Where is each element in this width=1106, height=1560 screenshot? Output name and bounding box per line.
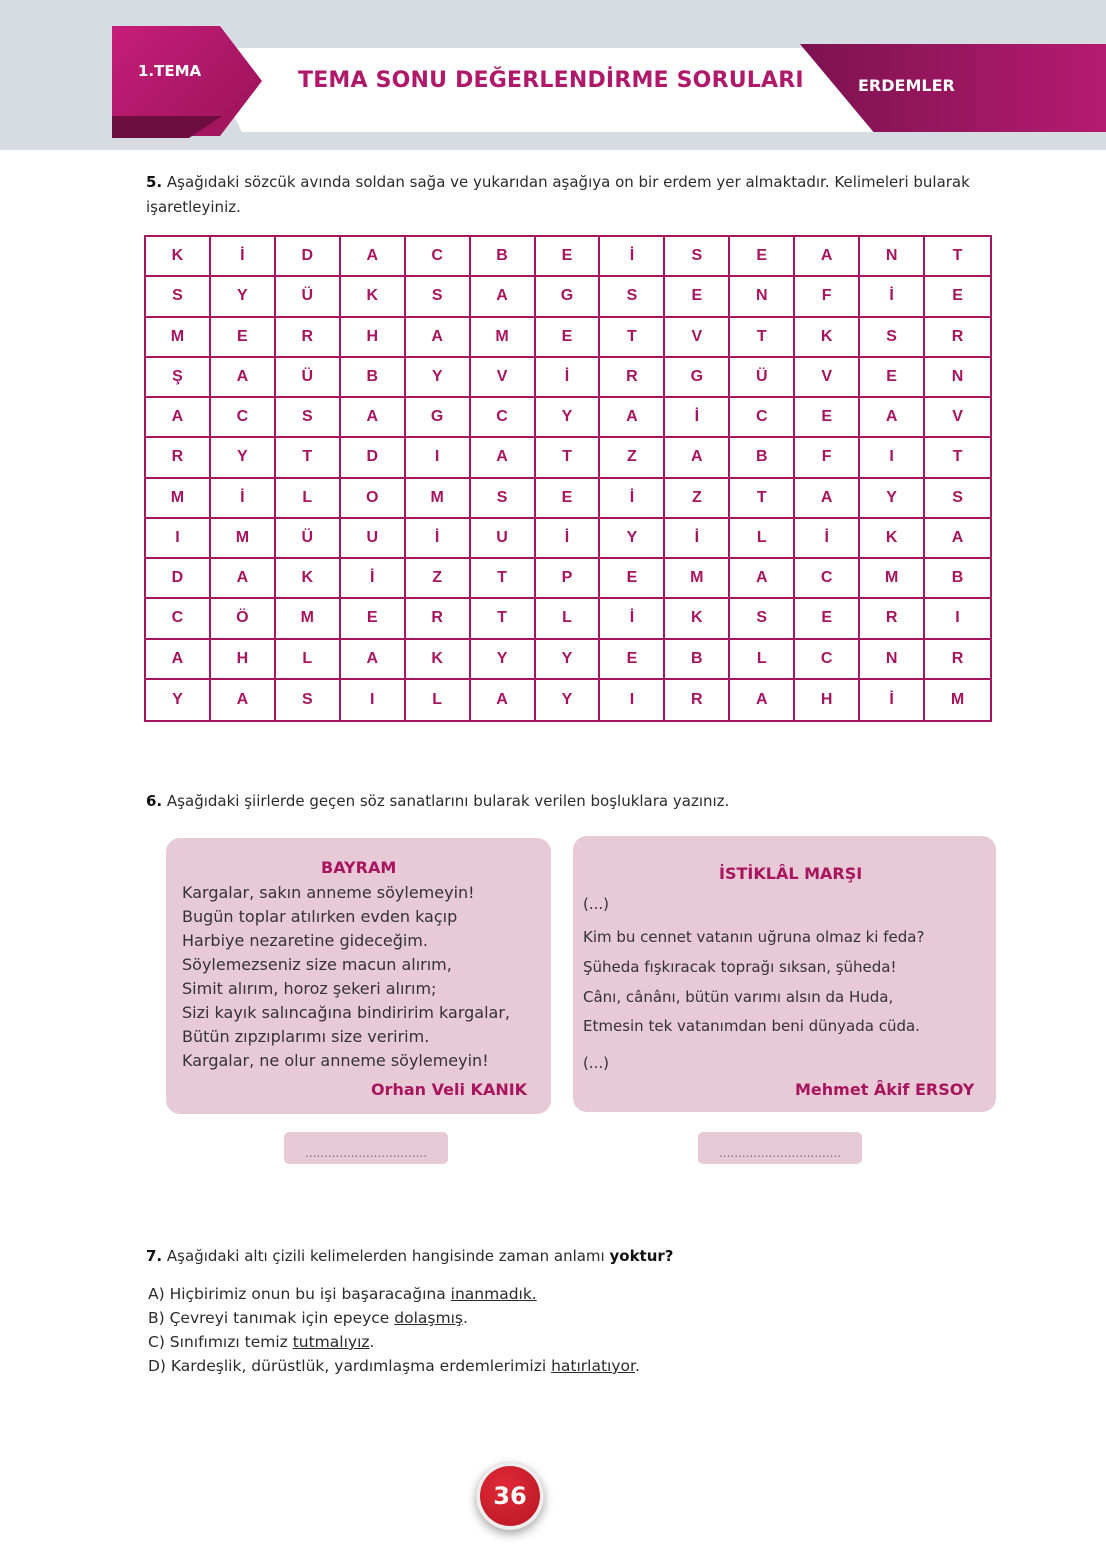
grid-cell[interactable]: E — [600, 559, 665, 599]
grid-cell[interactable]: Ü — [276, 277, 341, 317]
grid-cell[interactable]: Y — [406, 358, 471, 398]
grid-cell[interactable]: A — [925, 519, 990, 559]
grid-cell[interactable]: Y — [536, 680, 601, 720]
grid-cell[interactable]: E — [860, 358, 925, 398]
grid-cell[interactable]: T — [536, 438, 601, 478]
grid-cell[interactable]: Y — [471, 640, 536, 680]
grid-cell[interactable]: S — [860, 318, 925, 358]
grid-cell[interactable]: E — [536, 237, 601, 277]
grid-cell[interactable]: A — [406, 318, 471, 358]
grid-cell[interactable]: Y — [860, 479, 925, 519]
grid-cell[interactable]: I — [406, 438, 471, 478]
poem-1-line: Kargalar, sakın anneme söylemeyin! — [182, 883, 475, 902]
grid-cell[interactable]: K — [665, 599, 730, 639]
grid-cell[interactable]: I — [341, 680, 406, 720]
grid-cell[interactable]: R — [146, 438, 211, 478]
grid-cell[interactable]: E — [795, 398, 860, 438]
grid-cell[interactable]: Y — [600, 519, 665, 559]
grid-cell[interactable]: T — [730, 479, 795, 519]
option-c-underlined: tutmalıyız — [292, 1333, 370, 1351]
grid-cell[interactable]: A — [146, 640, 211, 680]
grid-cell[interactable]: A — [471, 438, 536, 478]
option-d-suffix: . — [634, 1357, 640, 1375]
grid-cell[interactable]: İ — [341, 559, 406, 599]
grid-cell[interactable]: M — [471, 318, 536, 358]
grid-cell[interactable]: M — [665, 559, 730, 599]
grid-cell[interactable]: İ — [211, 479, 276, 519]
grid-cell[interactable]: E — [795, 599, 860, 639]
grid-cell[interactable]: D — [146, 559, 211, 599]
grid-cell[interactable]: A — [795, 237, 860, 277]
grid-cell[interactable]: Y — [211, 438, 276, 478]
grid-cell[interactable]: K — [276, 559, 341, 599]
question-5-number: 5. — [146, 173, 163, 191]
grid-cell[interactable]: F — [795, 277, 860, 317]
grid-cell[interactable]: M — [146, 318, 211, 358]
grid-cell[interactable]: R — [600, 358, 665, 398]
option-b-underlined: dolaşmış — [394, 1309, 463, 1327]
grid-cell[interactable]: R — [925, 318, 990, 358]
section-label: ERDEMLER — [858, 76, 955, 95]
grid-cell[interactable]: B — [730, 438, 795, 478]
word-search-grid — [144, 235, 992, 722]
grid-cell[interactable]: Ü — [276, 519, 341, 559]
grid-cell[interactable]: K — [146, 237, 211, 277]
question-5 — [146, 170, 1006, 220]
grid-cell[interactable]: C — [211, 398, 276, 438]
answer-field-2[interactable]: ................................ — [698, 1132, 862, 1164]
poem-2-title: İSTİKLÂL MARŞI — [719, 864, 863, 883]
grid-cell[interactable]: M — [276, 599, 341, 639]
grid-cell[interactable]: İ — [536, 358, 601, 398]
grid-cell[interactable]: A — [665, 438, 730, 478]
option-c[interactable] — [148, 1333, 374, 1351]
grid-cell[interactable]: R — [406, 599, 471, 639]
grid-cell[interactable]: M — [211, 519, 276, 559]
grid-cell[interactable]: S — [146, 277, 211, 317]
grid-cell[interactable]: U — [471, 519, 536, 559]
grid-cell[interactable]: S — [471, 479, 536, 519]
poem-2-ellipsis-bottom: (...) — [583, 1054, 610, 1072]
grid-cell[interactable]: M — [406, 479, 471, 519]
grid-cell[interactable]: E — [730, 237, 795, 277]
grid-cell[interactable]: Y — [211, 277, 276, 317]
grid-cell[interactable]: T — [730, 318, 795, 358]
grid-cell[interactable]: I — [600, 680, 665, 720]
grid-cell[interactable]: K — [341, 277, 406, 317]
grid-cell[interactable]: M — [860, 559, 925, 599]
grid-cell[interactable]: İ — [665, 398, 730, 438]
grid-cell[interactable]: S — [925, 479, 990, 519]
grid-cell[interactable]: L — [276, 479, 341, 519]
poem-1-line: Sizi kayık salıncağına bindiririm kargalar, — [182, 1003, 511, 1022]
grid-cell[interactable]: K — [406, 640, 471, 680]
poem-2-line: Kim bu cennet vatanın uğruna olmaz ki feda? — [583, 928, 925, 946]
grid-cell[interactable]: L — [730, 640, 795, 680]
grid-cell[interactable]: B — [341, 358, 406, 398]
grid-cell[interactable]: S — [730, 599, 795, 639]
grid-cell[interactable]: C — [795, 640, 860, 680]
grid-cell[interactable]: T — [471, 599, 536, 639]
question-6-text: Aşağıdaki şiirlerde geçen söz sanatlarını bularak verilen boşluklara yazınız. — [166, 792, 730, 810]
question-7-number: 7. — [146, 1247, 163, 1265]
grid-cell[interactable]: M — [950, 690, 965, 708]
poem-1-author: Orhan Veli KANIK — [371, 1080, 528, 1099]
grid-cell[interactable]: V — [925, 398, 990, 438]
option-a-text: A) Hiçbirimiz onun bu işi başaracağına — [148, 1285, 451, 1303]
page-number: 36 — [476, 1462, 544, 1530]
poem-2-line: Şüheda fışkıracak toprağı sıksan, şüheda! — [583, 958, 897, 976]
grid-cell[interactable]: İ — [211, 237, 276, 277]
grid-cell[interactable]: F — [795, 438, 860, 478]
grid-cell[interactable]: İ — [536, 519, 601, 559]
grid-cell[interactable]: İ — [665, 519, 730, 559]
grid-cell[interactable]: A — [211, 559, 276, 599]
grid-cell[interactable]: A — [860, 398, 925, 438]
grid-cell[interactable]: N — [925, 358, 990, 398]
grid-cell[interactable]: G — [665, 358, 730, 398]
option-d-underlined: hatırlatıyor — [551, 1357, 635, 1375]
grid-cell[interactable]: H — [341, 318, 406, 358]
poem-1-line: Bütün zıpzıplarımı size veririm. — [182, 1027, 430, 1046]
grid-cell[interactable]: S — [665, 237, 730, 277]
grid-cell[interactable]: R — [665, 680, 730, 720]
grid-cell[interactable]: V — [795, 358, 860, 398]
grid-cell[interactable]: Ş — [146, 358, 211, 398]
option-d-text: D) Kardeşlik, dürüstlük, yardımlaşma erdemlerimizi — [148, 1357, 552, 1375]
poem-2-author: Mehmet Âkif ERSOY — [795, 1080, 975, 1099]
grid-cell[interactable]: I — [860, 438, 925, 478]
grid-cell[interactable]: Z — [406, 559, 471, 599]
grid-cell[interactable]: A — [730, 559, 795, 599]
grid-cell[interactable]: S — [600, 277, 665, 317]
grid-cell[interactable]: R — [860, 599, 925, 639]
grid-cell[interactable]: I — [146, 519, 211, 559]
poem-2-line: Cânı, cânânı, bütün varımı alsın da Huda, — [583, 988, 894, 1006]
grid-cell[interactable]: İ — [600, 599, 665, 639]
grid-cell[interactable]: C — [406, 237, 471, 277]
grid-cell[interactable]: U — [341, 519, 406, 559]
grid-cell[interactable]: K — [795, 318, 860, 358]
option-b-suffix: . — [462, 1309, 468, 1327]
grid-cell[interactable]: A — [471, 277, 536, 317]
question-5-text: Aşağıdaki sözcük avında soldan sağa ve yukarıdan aşağıya on bir erdem yer almaktadır. Kelimeleri bularak işaretleyiniz. — [146, 173, 970, 216]
grid-cell[interactable]: B — [471, 237, 536, 277]
grid-cell[interactable]: L — [730, 519, 795, 559]
grid-cell[interactable]: İ — [860, 680, 925, 720]
grid-cell[interactable]: A — [341, 640, 406, 680]
question-6-number: 6. — [146, 792, 163, 810]
grid-cell[interactable]: E — [665, 277, 730, 317]
poem-1-line: Kargalar, ne olur anneme söylemeyin! — [182, 1051, 489, 1070]
poem-1-title: BAYRAM — [321, 858, 397, 877]
grid-cell[interactable]: T — [925, 237, 990, 277]
option-d[interactable] — [148, 1357, 640, 1375]
grid-cell[interactable]: A — [795, 479, 860, 519]
grid-cell[interactable]: R — [276, 318, 341, 358]
grid-cell[interactable]: İ — [406, 519, 471, 559]
grid-cell[interactable]: G — [536, 277, 601, 317]
question-7 — [146, 1244, 1006, 1269]
poem-1-line: Bugün toplar atılırken evden kaçıp — [182, 907, 458, 926]
grid-cell[interactable]: İ — [795, 519, 860, 559]
option-a-underlined: inanmadık. — [450, 1285, 537, 1303]
grid-cell[interactable]: T — [276, 438, 341, 478]
grid-cell[interactable]: Ö — [211, 599, 276, 639]
grid-cell[interactable]: N — [860, 237, 925, 277]
grid-cell[interactable]: C — [146, 599, 211, 639]
grid-cell[interactable]: Y — [536, 640, 601, 680]
grid-cell[interactable]: E — [536, 318, 601, 358]
grid-cell[interactable]: L — [536, 599, 601, 639]
grid-cell[interactable]: C — [471, 398, 536, 438]
grid-cell[interactable]: V — [665, 318, 730, 358]
grid-cell[interactable]: S — [406, 277, 471, 317]
poem-2-line: Etmesin tek vatanımdan beni dünyada cüda. — [583, 1017, 920, 1035]
grid-cell[interactable]: A — [341, 237, 406, 277]
grid-cell[interactable]: Z — [665, 479, 730, 519]
grid-cell[interactable]: C — [795, 559, 860, 599]
grid-cell[interactable]: P — [536, 559, 601, 599]
page-title: TEMA SONU DEĞERLENDİRME SORULARI — [298, 68, 804, 93]
grid-cell[interactable]: T — [600, 318, 665, 358]
grid-cell[interactable]: A — [211, 358, 276, 398]
grid-cell[interactable]: R — [925, 640, 990, 680]
question-7-emphasis: yoktur? — [609, 1247, 674, 1265]
grid-cell[interactable]: A — [341, 398, 406, 438]
answer-field-1[interactable]: ................................ — [284, 1132, 448, 1164]
grid-cell[interactable]: V — [471, 358, 536, 398]
grid-cell[interactable]: T — [925, 438, 990, 478]
grid-cell[interactable]: O — [341, 479, 406, 519]
option-c-text: C) Sınıfımızı temiz — [148, 1333, 293, 1351]
poem-1-line: Simit alırım, horoz şekeri alırım; — [182, 979, 437, 998]
grid-cell[interactable]: D — [276, 237, 341, 277]
grid-cell[interactable]: Y — [536, 398, 601, 438]
grid-cell[interactable]: Z — [600, 438, 665, 478]
tema-label: 1.TEMA — [138, 62, 202, 80]
grid-cell[interactable]: L — [406, 680, 471, 720]
grid-cell[interactable]: A — [730, 680, 795, 720]
grid-cell[interactable]: E — [211, 318, 276, 358]
option-b[interactable] — [148, 1309, 468, 1327]
grid-cell[interactable]: H — [211, 640, 276, 680]
grid-cell[interactable]: H — [795, 680, 860, 720]
grid-cell[interactable]: S — [276, 398, 341, 438]
grid-cell[interactable]: E — [536, 479, 601, 519]
grid-cell[interactable]: A — [471, 680, 536, 720]
option-a[interactable] — [148, 1285, 537, 1303]
grid-cell[interactable]: E — [925, 277, 990, 317]
poem-2-ellipsis-top: (...) — [583, 895, 610, 913]
grid-cell[interactable]: T — [471, 559, 536, 599]
option-c-suffix: . — [369, 1333, 375, 1351]
grid-cell[interactable]: A — [211, 680, 276, 720]
grid-cell[interactable]: Ü — [276, 358, 341, 398]
grid-cell[interactable]: K — [860, 519, 925, 559]
grid-cell[interactable]: A — [146, 398, 211, 438]
poem-1-line: Söylemezseniz size macun alırım, — [182, 955, 452, 974]
grid-cell[interactable]: L — [276, 640, 341, 680]
grid-cell[interactable]: I — [925, 599, 990, 639]
poem-1-line: Harbiye nezaretine gideceğim. — [182, 931, 428, 950]
grid-cell[interactable]: C — [730, 398, 795, 438]
grid-cell[interactable]: İ — [600, 479, 665, 519]
question-6 — [146, 789, 1006, 814]
poem-box-bayram — [166, 838, 551, 1114]
grid-cell[interactable]: İ — [600, 237, 665, 277]
question-7-text: Aşağıdaki altı çizili kelimelerden hangisinde zaman anlamı — [166, 1247, 610, 1265]
grid-cell[interactable]: D — [341, 438, 406, 478]
grid-cell[interactable]: İ — [860, 277, 925, 317]
grid-cell[interactable]: M — [146, 479, 211, 519]
grid-cell[interactable]: Y — [146, 680, 211, 720]
option-b-text: B) Çevreyi tanımak için epeyce — [148, 1309, 395, 1327]
grid-cell[interactable]: N — [860, 640, 925, 680]
grid-cell[interactable]: S — [276, 680, 341, 720]
grid-cell[interactable]: G — [406, 398, 471, 438]
grid-cell[interactable]: E — [341, 599, 406, 639]
grid-cell[interactable]: A — [600, 398, 665, 438]
grid-cell[interactable]: Ü — [730, 358, 795, 398]
grid-cell[interactable]: N — [730, 277, 795, 317]
grid-cell[interactable]: B — [925, 559, 990, 599]
grid-cell[interactable]: B — [665, 640, 730, 680]
grid-cell[interactable]: E — [600, 640, 665, 680]
